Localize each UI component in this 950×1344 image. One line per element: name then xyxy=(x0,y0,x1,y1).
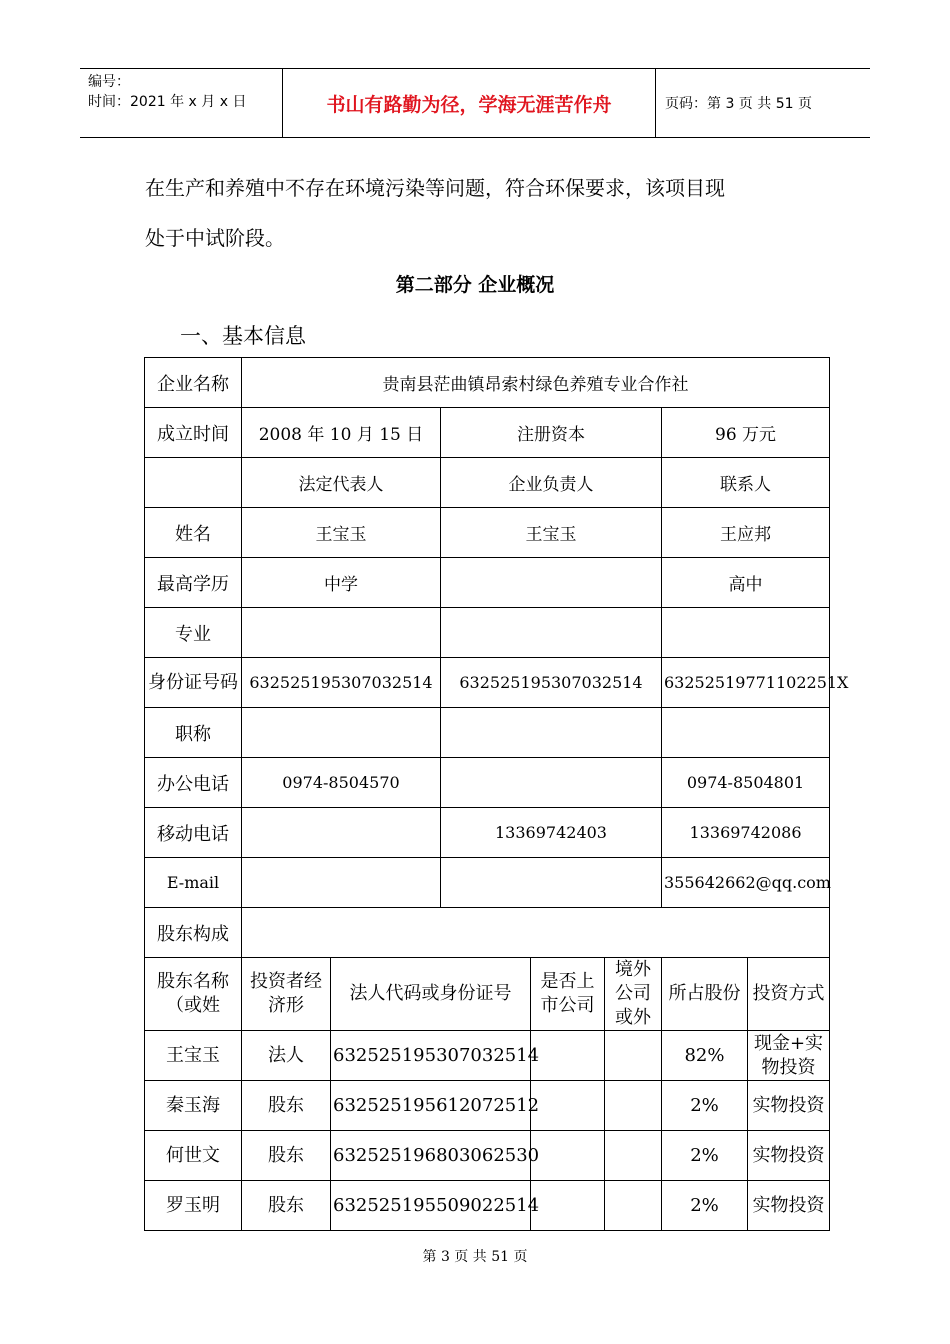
sh-foreign xyxy=(605,1031,662,1081)
shareholder-row xyxy=(145,1031,830,1081)
legal-value: 中学 xyxy=(242,558,441,608)
page-footer: 第 3 页 共 51 页 xyxy=(422,1249,528,1265)
contact-value: 王应邦 xyxy=(662,508,830,558)
sh-method: 实物投资 xyxy=(748,1131,830,1181)
sh-foreign xyxy=(605,1081,662,1131)
page-header xyxy=(80,68,870,138)
sh-id: 632525195307032514 xyxy=(331,1031,531,1081)
legal-value: 王宝玉 xyxy=(242,508,441,558)
head-value: 13369742403 xyxy=(441,808,662,858)
legal-value: 632525195307032514 xyxy=(242,658,441,708)
table-row xyxy=(145,508,830,558)
sh-method: 实物投资 xyxy=(748,1081,830,1131)
sh-method: 现金+实物投资 xyxy=(748,1031,830,1081)
company-name-value: 贵南县茫曲镇昂索村绿色养殖专业合作社 xyxy=(242,358,830,408)
row-label: 职称 xyxy=(145,708,242,758)
row-label: 办公电话 xyxy=(145,758,242,808)
sh-type: 股东 xyxy=(242,1181,331,1231)
table-row xyxy=(145,758,830,808)
sh-share: 2% xyxy=(662,1181,748,1231)
table-row xyxy=(145,708,830,758)
contact-value: 高中 xyxy=(662,558,830,608)
row-label: 姓名 xyxy=(145,508,242,558)
table-row xyxy=(145,558,830,608)
paragraph-line-2: 处于中试阶段。 xyxy=(145,226,285,250)
sh-id: 632525195612072512 xyxy=(331,1081,531,1131)
header-meta xyxy=(80,69,282,137)
sh-foreign xyxy=(605,1181,662,1231)
legal-value xyxy=(242,708,441,758)
head-value xyxy=(441,708,662,758)
sh-listed xyxy=(531,1031,605,1081)
table-row xyxy=(145,858,830,908)
shareholder-row xyxy=(145,1181,830,1231)
sh-col-foreign: 境外公司或外 xyxy=(605,958,662,1031)
col-company-head: 企业负责人 xyxy=(441,458,662,508)
contact-value: 63252519771102251X xyxy=(662,658,830,708)
header-motto: 书山有路勤为径，学海无涯苦作舟 xyxy=(282,69,656,137)
founded-label: 成立时间 xyxy=(145,408,242,458)
col-legal-rep: 法定代表人 xyxy=(242,458,441,508)
sh-method: 实物投资 xyxy=(748,1181,830,1231)
legal-value xyxy=(242,608,441,658)
founded-value: 2008 年 10 月 15 日 xyxy=(242,408,441,458)
sh-name: 王宝玉 xyxy=(145,1031,242,1081)
capital-label: 注册资本 xyxy=(441,408,662,458)
sh-name: 秦玉海 xyxy=(145,1081,242,1131)
sh-listed xyxy=(531,1081,605,1131)
head-value: 王宝玉 xyxy=(441,508,662,558)
row-label: 移动电话 xyxy=(145,808,242,858)
company-name-label: 企业名称 xyxy=(145,358,242,408)
sh-name: 何世文 xyxy=(145,1131,242,1181)
sh-col-name: 股东名称（或姓 xyxy=(145,958,242,1031)
sh-name: 罗玉明 xyxy=(145,1181,242,1231)
header-page-info: 页码：第 3 页 共 51 页 xyxy=(665,96,812,112)
capital-value: 96 万元 xyxy=(662,408,830,458)
head-value xyxy=(441,608,662,658)
legal-value: 0974-8504570 xyxy=(242,758,441,808)
sh-col-type: 投资者经济形 xyxy=(242,958,331,1031)
shareholder-header-row xyxy=(145,958,830,1031)
sh-listed xyxy=(531,1181,605,1231)
sh-share: 2% xyxy=(662,1131,748,1181)
company-info-table xyxy=(144,357,849,1231)
sh-type: 法人 xyxy=(242,1031,331,1081)
table-row xyxy=(145,458,830,508)
row-label: E-mail xyxy=(145,858,242,908)
contact-value: 355642662@qq.com xyxy=(662,858,830,908)
sh-col-share: 所占股份 xyxy=(662,958,748,1031)
head-value xyxy=(441,858,662,908)
contact-value xyxy=(662,708,830,758)
sh-col-listed: 是否上市公司 xyxy=(531,958,605,1031)
paragraph-line-1: 在生产和养殖中不存在环境污染等问题，符合环保要求，该项目现 xyxy=(145,176,725,200)
sh-foreign xyxy=(605,1131,662,1181)
legal-value xyxy=(242,808,441,858)
row-label: 专业 xyxy=(145,608,242,658)
table-row xyxy=(145,908,830,958)
shareholder-label: 股东构成 xyxy=(145,908,242,958)
subsection-title: 一、基本信息 xyxy=(180,324,306,348)
table-row xyxy=(145,408,830,458)
empty-cell xyxy=(145,458,242,508)
sh-id: 632525195509022514 xyxy=(331,1181,531,1231)
sh-col-method: 投资方式 xyxy=(748,958,830,1031)
head-value: 632525195307032514 xyxy=(441,658,662,708)
table-row xyxy=(145,608,830,658)
sh-listed xyxy=(531,1131,605,1181)
head-value xyxy=(441,758,662,808)
section-title: 第二部分 企业概况 xyxy=(395,274,555,296)
sh-type: 股东 xyxy=(242,1081,331,1131)
table-row xyxy=(145,658,830,708)
shareholder-row xyxy=(145,1131,830,1181)
shareholder-row xyxy=(145,1081,830,1131)
document-time: 时间：2021 年 x 月 x 日 xyxy=(88,94,247,110)
empty-cell xyxy=(242,908,830,958)
legal-value xyxy=(242,858,441,908)
col-contact: 联系人 xyxy=(662,458,830,508)
row-label: 最高学历 xyxy=(145,558,242,608)
head-value xyxy=(441,558,662,608)
contact-value: 0974-8504801 xyxy=(662,758,830,808)
table-row xyxy=(145,358,830,408)
sh-id: 632525196803062530 xyxy=(331,1131,531,1181)
table-row xyxy=(145,808,830,858)
contact-value: 13369742086 xyxy=(662,808,830,858)
contact-value xyxy=(662,608,830,658)
row-label: 身份证号码 xyxy=(145,658,242,708)
sh-share: 2% xyxy=(662,1081,748,1131)
sh-col-id: 法人代码或身份证号 xyxy=(331,958,531,1031)
sh-type: 股东 xyxy=(242,1131,331,1181)
sh-share: 82% xyxy=(662,1031,748,1081)
document-number: 编号： xyxy=(88,74,130,90)
